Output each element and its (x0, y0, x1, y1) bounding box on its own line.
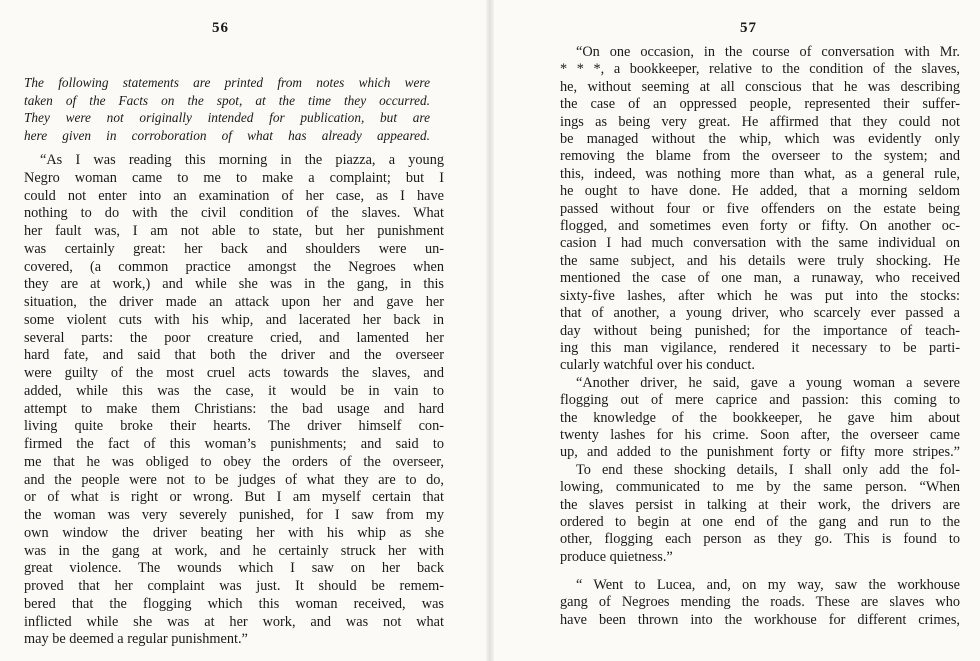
text-line: or of what is right or wrong. But I am myself certain that (24, 489, 444, 506)
text-line: hard fate, and said that both the driver and the overseer (24, 347, 444, 364)
text-line: other, flogging each person as they go. This is found to (560, 531, 960, 548)
intro-note (24, 74, 430, 144)
text-line: sixty-five lashes, after which he was put into the stocks: (560, 287, 960, 304)
text-line: * * *, a bookkeeper, relative to the condition of the slaves, (560, 61, 960, 78)
page-number: 56 (212, 20, 229, 36)
text-line: produce quietness.” (560, 548, 673, 565)
left-body-text (24, 152, 444, 649)
text-line: ordered to begin at one end of the gang and run to the (560, 513, 960, 530)
text-line: may be deemed a regular punishment.” (24, 631, 248, 648)
text-line: inflicted while she was at her work, and was not what (24, 613, 444, 630)
text-line: the knowledge of the bookkeeper, he gave him about (560, 409, 960, 426)
text-line: flogging out of mere caprice and passion: this coming to (560, 392, 960, 409)
text-line: several parts: the poor creature cried, and lamented her (24, 329, 444, 346)
text-line: up, and added to the punishment forty or fifty more stripes.” (560, 444, 960, 461)
text-line: and the people were not to be judges of what they are to do, (24, 471, 444, 488)
text-line: was certainly great: her back and shoulders were un- (24, 240, 444, 257)
text-line: he, without seeming at all conscious that he was describing (560, 78, 960, 95)
text-line: lowing, communicated to me by the same person. “When (560, 479, 960, 496)
intro-line: here given in corroboration of what has already appeared. (24, 127, 430, 143)
text-line: great violence. The wounds which I saw on her back (24, 560, 444, 577)
text-line: that of another, a young driver, who scarcely ever passed a (560, 305, 960, 322)
text-line: casion I had much conversation with the same individual on (560, 235, 960, 252)
text-line: “On one occasion, in the course of conversation with Mr. (576, 44, 960, 60)
text-line: he ought to have done. He added, that a morning seldom (560, 183, 960, 200)
text-line: the woman was very severely punished, for I saw from my (24, 507, 444, 523)
text-line: mentioned the case of one man, a runaway, who received (560, 270, 960, 287)
right-second-section (560, 577, 960, 629)
text-line: attempt to make them Christians: the bad usage and hard (24, 400, 444, 417)
text-line: me that he was obliged to obey the orders of the overseer, (24, 453, 444, 470)
text-line: the same subject, and his details were truly shocking. He (560, 252, 960, 269)
text-line: some violent cuts with his whip, and lacerated her back in (24, 311, 444, 328)
text-line: “ Went to Lucea, and, on my way, saw the workhouse (576, 577, 960, 593)
text-line: removing the blame from the overseer to the system; and (560, 148, 960, 165)
text-line: living quite broke their hearts. The driver himself con- (24, 418, 444, 435)
text-line: be managed without the whip, which was evidently only (560, 131, 960, 148)
text-line: was in the gang at work, and he certainly struck her with (24, 542, 444, 559)
text-line: bered that the flogging which this woman received, was (24, 595, 444, 612)
text-line: ings as being very great. He affirmed that they could not (560, 113, 960, 130)
text-line: flogged, and sometimes even forty or fifty. On another oc- (560, 218, 960, 235)
right-body-text (560, 44, 960, 566)
text-line: added, while this was the case, it would be in vain to (24, 382, 444, 399)
right-page (490, 0, 980, 661)
text-line: have been thrown into the workhouse for different crimes, (560, 611, 960, 628)
page-number: 57 (740, 20, 757, 36)
text-line: they are at work,) and while she was in the gang, in this (24, 276, 444, 293)
text-line: could not enter into an examination of her case, as I have (24, 187, 444, 204)
text-line: day without being punished; for the importance of teach- (560, 322, 960, 339)
intro-line: taken of the Facts on the spot, at the time they occurred. (24, 92, 430, 108)
text-line: “As I was reading this morning in the piazza, a young (40, 152, 444, 168)
text-line: “Another driver, he said, gave a young woman a severe (576, 374, 960, 391)
text-line: Negro woman came to me to make a complaint; but I (24, 169, 444, 186)
text-line: ing this man vigilance, rendered it necessary to be parti- (560, 339, 960, 356)
text-line: own window the driver beating her with his whip as she (24, 524, 444, 541)
text-line: were guilty of the most cruel acts towards the slaves, and (24, 365, 444, 381)
text-line: twenty lashes for his crime. Soon after, the overseer came (560, 426, 960, 443)
text-line: her fault was, I am not able to state, but her punishment (24, 223, 444, 239)
text-line: cularly watchful over his conduct. (560, 357, 755, 374)
text-line: proved that her complaint was just. It should be remem- (24, 578, 444, 594)
text-line: the slaves persist in talking at their work, the drivers are (560, 496, 960, 513)
text-line: situation, the driver made an attack upon her and gave her (24, 294, 444, 310)
text-line: firmed the fact of this woman’s punishments; and said to (24, 436, 444, 452)
text-line: passed without four or five offenders on the estate being (560, 200, 960, 217)
text-line: nothing to do with the civil condition of the slaves. What (24, 205, 444, 222)
text-line: To end these shocking details, I shall only add the fol- (576, 461, 960, 478)
text-line: the case of an oppressed people, represented their suffer- (560, 96, 960, 113)
text-line: this, indeed, was nothing more than what, as a general rule, (560, 165, 960, 182)
text-line: covered, (a common practice amongst the Negroes when (24, 258, 444, 275)
intro-line: They were not originally intended for publication, but are (24, 110, 430, 125)
text-line: gang of Negroes mending the roads. These are slaves who (560, 594, 960, 611)
intro-line: The following statements are printed from notes which were (24, 75, 430, 90)
